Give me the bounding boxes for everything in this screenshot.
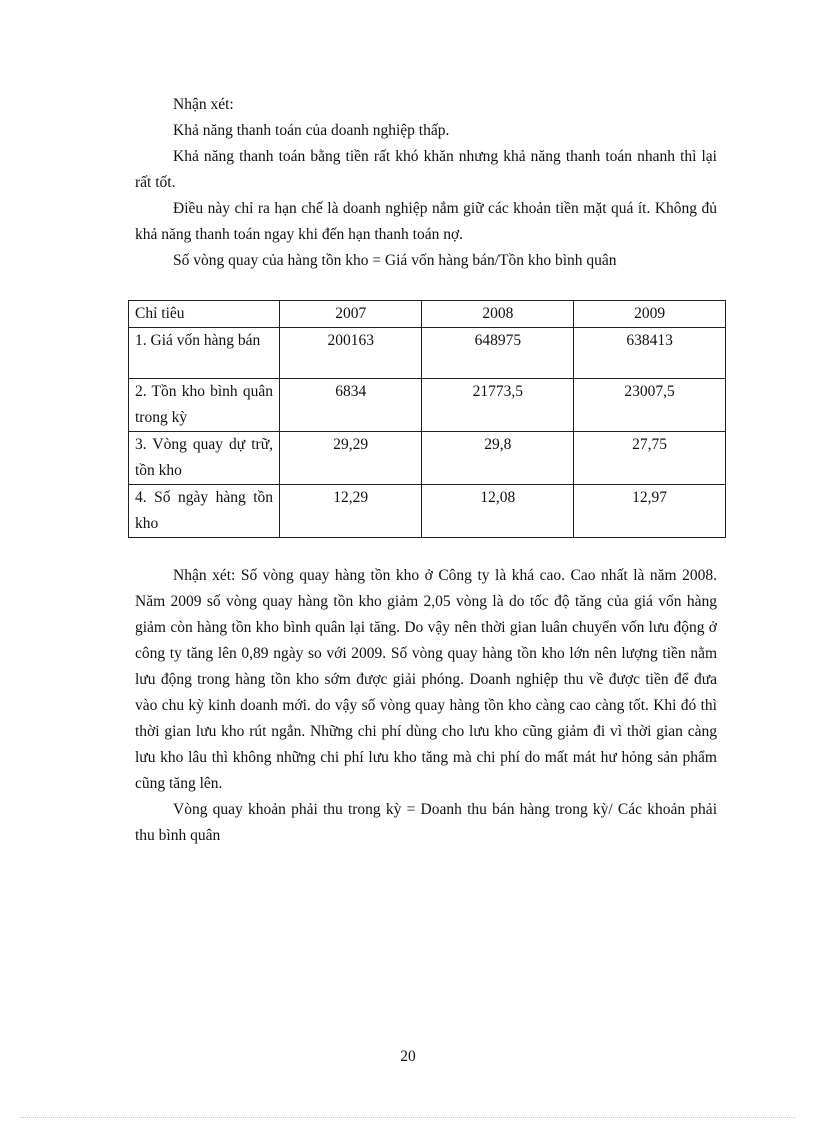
paragraph-limitation: Điều này chỉ ra hạn chế là doanh nghiệp nắm giữ các khoản tiền mặt quá ít. Không đủ khả năng thanh toán ngay khi đến hạn thanh toán nợ. bbox=[135, 200, 717, 243]
table-cell: 27,75 bbox=[574, 432, 726, 485]
header-cell-2008: 2008 bbox=[422, 301, 574, 328]
table-cell: 29,29 bbox=[280, 432, 422, 485]
table-cell: 12,29 bbox=[280, 485, 422, 538]
table-cell: 21773,5 bbox=[422, 379, 574, 432]
analysis-section bbox=[135, 563, 717, 849]
table-cell: 6834 bbox=[280, 379, 422, 432]
table-row bbox=[129, 432, 726, 485]
table-cell: 638413 bbox=[574, 328, 726, 379]
table-row bbox=[129, 485, 726, 538]
formula-receivables-turnover: Vòng quay khoản phải thu trong kỳ = Doanh thu bán hàng trong kỳ/ Các khoản phải thu bình quân bbox=[135, 801, 717, 844]
paragraph-inventory-analysis: Nhận xét: Số vòng quay hàng tồn kho ở Công ty là khá cao. Cao nhất là năm 2008. Năm 2009 số vòng quay hàng tồn kho giảm 2,05 vòng là do tốc độ tăng của giá vốn hàng giảm còn hàng tồn kho bình quân lại tăng. Do vậy nên thời gian luân chuyển vốn lưu động ở công ty tăng lên 0,89 ngày so với 2009. Số vòng quay hàng tồn kho lớn nên lượng tiền nằm lưu động trong hàng tồn kho sớm được giải phóng. Doanh nghiệp thu về được tiền để đưa vào chu kỳ kinh doanh mới. do vậy số vòng quay hàng tồn kho càng cao càng tốt. Khi đó thì thời gian lưu kho rút ngắn. Những chi phí dùng cho lưu kho cũng giảm đi vì thời gian càng lưu kho lâu thì không những chi phí lưu kho tăng mà chi phí do mất mát hư hỏng sản phẩm cũng tăng lên. bbox=[135, 567, 717, 792]
row-label: 4. Số ngày hàng tồn kho bbox=[129, 485, 280, 538]
remark-heading: Nhận xét: bbox=[173, 96, 234, 113]
row-label: 3. Vòng quay dự trữ, tồn kho bbox=[129, 432, 280, 485]
table-header-row bbox=[129, 301, 726, 328]
row-label: 2. Tồn kho bình quân trong kỳ bbox=[129, 379, 280, 432]
table-row bbox=[129, 379, 726, 432]
header-cell-indicator: Chỉ tiêu bbox=[129, 301, 280, 328]
formula-inventory-turnover: Số vòng quay của hàng tồn kho = Giá vốn hàng bán/Tồn kho bình quân bbox=[173, 252, 617, 269]
table-cell: 29,8 bbox=[422, 432, 574, 485]
paragraph-cash-payment: Khả năng thanh toán bằng tiền rất khó khăn nhưng khả năng thanh toán nhanh thì lại rất tốt. bbox=[135, 148, 717, 191]
table-row bbox=[129, 328, 726, 379]
row-label: 1. Giá vốn hàng bán bbox=[129, 328, 280, 379]
inventory-table bbox=[128, 300, 726, 538]
footer-divider bbox=[20, 1117, 796, 1118]
table-cell: 12,08 bbox=[422, 485, 574, 538]
header-cell-2009: 2009 bbox=[574, 301, 726, 328]
table-cell: 12,97 bbox=[574, 485, 726, 538]
table-cell: 200163 bbox=[280, 328, 422, 379]
intro-section bbox=[135, 92, 717, 274]
page-number: 20 bbox=[400, 1048, 416, 1065]
table-cell: 23007,5 bbox=[574, 379, 726, 432]
header-cell-2007: 2007 bbox=[280, 301, 422, 328]
paragraph-liquidity-low: Khả năng thanh toán của doanh nghiệp thấp. bbox=[173, 122, 450, 139]
table-cell: 648975 bbox=[422, 328, 574, 379]
